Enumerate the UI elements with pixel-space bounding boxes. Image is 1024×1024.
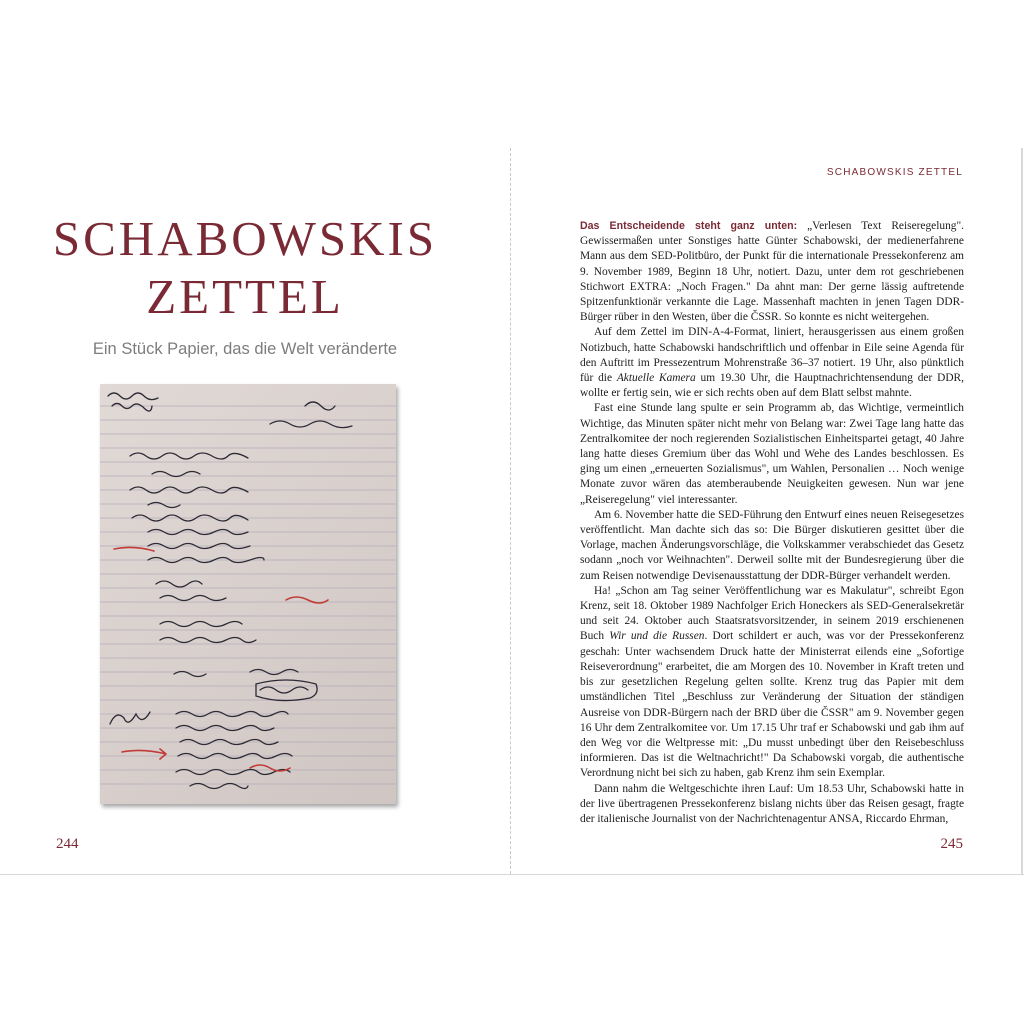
left-page [0,148,510,874]
paragraph-3: Fast eine Stunde lang spulte er sein Programm ab, das Wichtige, vermeintlich Wichtige, das Minuten später nicht mehr von Belang war: Zwei Tage lang hatte das Zentralkomitee der noch regierenden Sozialistischen Einheitspartei getagt, 40 Jahre lang hatte dieses Gremium über das Wohl und Wehe des Landes beschlossen. Es ging um einen „erneuerten Sozialismus", um Wahlen, Personalien … Noch wenige Monate zuvor wären das atemberaubende Neuigkeiten gewesen. Nun war jene „Reiseregelung" viel interessanter. [580,402,964,506]
chapter-title-line-2: ZETTEL [146,269,344,324]
paragraph-2-italic: Aktuelle Kamera [616,372,696,385]
chapter-title-line-1: SCHABOWSKIS [52,211,438,266]
paragraph-5-italic: Wir und die Russen [609,630,705,643]
page-number-right: 245 [940,836,963,852]
handwritten-note-image [100,384,396,804]
paragraph-5-text-b: . Dort schildert er auch, was vor der Pressekonferenz geschah: Unter wachsendem Druck hatte der Ministerrat eilends eine „Sofortige Reiseverordnung" erarbeitet, die am Morgen des 10. November in Kraft treten und bis zur gesetzlichen Regelung gelten sollte. Krenz trug das Papier mit dem umständlichen Titel „Beschluss zur Veränderung der Situation der ständigen Ausreise von DDR-Bürgern nach der BRD über die ČSSR" am 9. November gegen 16 Uhr dem Zentralkomitee vor. Um 17.15 Uhr traf er Schabowski und gab ihm auf den Weg vor die Weltpresse mit: „Du musst unbedingt über den Reisebeschluss informieren. Das ist die Weltnachricht!" Da Schabowski vorgab, die authentische Verordnung nicht bei sich zu haben, gab Krenz ihm sein Exemplar. [580,630,964,780]
paragraph-1-text: „Verlesen Text Reiseregelung". Gewissermaßen unter Sonstiges hatte Günter Schabowski, der medienerfahrene Mann aus dem SED-Politbüro, der Punkt für die internationale Pressekonferenz am 9. November 1989, Beginn 18 Uhr, notiert. Dazu, unter dem rot geschriebenen Stichwort EXTRA: „Noch Fragen." Da ahnt man: Der gerne lässig auftretende Spitzenfunktionär verkannte die Lage. Massenhaft machten in jenen Tagen DDR-Bürger rüber in den Westen, über die ČSSR. So konnte es nicht weitergehen. [580,220,964,324]
running-head: SCHABOWSKIS ZETTEL [826,167,963,178]
page-edge [1021,148,1023,875]
paragraph-6: Dann nahm die Weltgeschichte ihren Lauf: Um 18.53 Uhr, Schabowski hatte in der live übertragenen Pressekonferenz bislang nichts über das Reisen gesagt, fragte der italienische Journalist von der Nachrichtenagentur ANSA, Riccardo Ehrman, [580,782,964,825]
paragraph-4: Am 6. November hatte die SED-Führung den Entwurf eines neuen Reisegesetzes veröffentlicht. Man dachte sich das so: Die Bürger diskutieren gesittet über die Vorlage, machen Änderungsvorschläge, die Volkskammer verabschiedet das Gesetz sodann „noch vor Weihnachten". Derweil sollte mit der Bundesregierung über die zum Reisen notwendige Devisenausstattung der DDR-Bürger verhandelt werden. [580,508,964,582]
body-text [580,219,964,827]
paragraph-lead: Das Entscheidende steht ganz unten: [580,220,798,232]
chapter-title [30,210,460,326]
right-page [511,148,1021,874]
paragraph-5 [580,584,964,782]
paragraph-2-text-b: um 19.30 Uhr, die Hauptnachrichtensendung der DDR, wollte er fertig sein, wie er sich rechts oben auf dem Blatt selbst mahnte. [580,372,964,400]
paragraph-1 [580,219,964,325]
paragraph-2 [580,325,964,401]
page-number-left: 244 [56,836,79,852]
spread-bottom-edge [0,874,1024,875]
handwritten-note-photo [100,384,396,804]
paragraph-5-text-a: Ha! „Schon am Tag seiner Veröffentlichung war es Makulatur", schreibt Egon Krenz, seit 18. Oktober 1989 Nachfolger Erich Honeckers als SED-Generalsekretär und seit 24. Oktober auch Staatsratsvorsitzender, in seinem 2019 erschienenen Buch [580,584,964,643]
paragraph-2-text-a: Auf dem Zettel im DIN-A-4-Format, liniert, herausgerissen aus einem großen Notizbuch, hatte Schabowski handschriftlich und offenbar in Eile seine Agenda für den Auftritt im Pressezentrum Mohrenstraße 36–37 notiert. 19 Uhr, also pünktlich für die [580,326,964,385]
chapter-subtitle: Ein Stück Papier, das die Welt veränderte [92,340,398,358]
